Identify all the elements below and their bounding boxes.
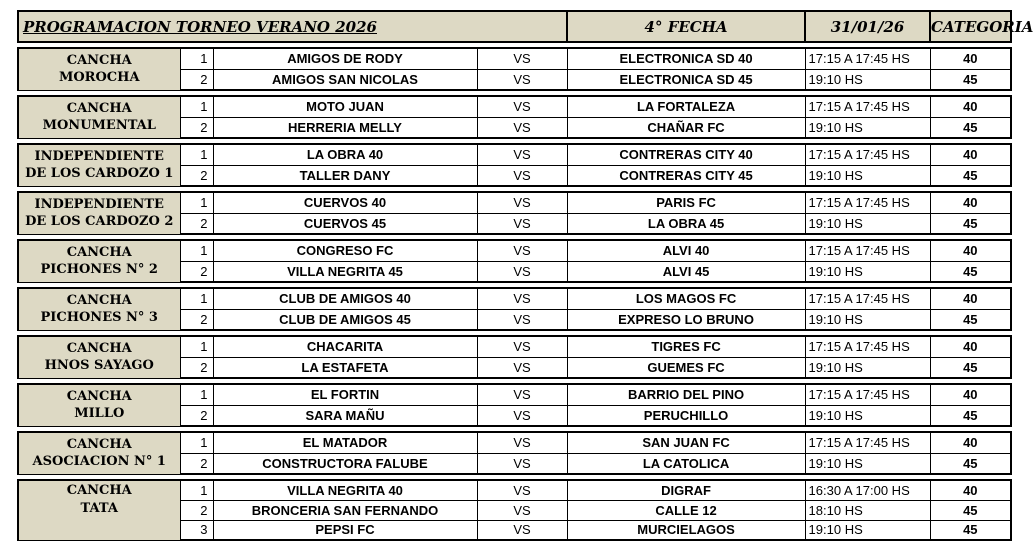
match-time: 19:10 HS [805,357,930,378]
venue-cell [18,480,180,540]
away-team: CONTRERAS CITY 40 [567,144,805,165]
home-team: CONGRESO FC [213,240,477,261]
match-time: 19:10 HS [805,117,930,138]
venue-cell [18,96,180,138]
home-team: LA ESTAFETA [213,357,477,378]
venue-line-1: INDEPENDIENTE [34,197,164,213]
match-number: 1 [180,384,213,405]
venue-line-2: DE LOS CARDOZO 1 [25,166,174,182]
header-row [18,11,1011,42]
match-number: 2 [180,453,213,474]
venue-line-2: ASOCIACION N° 1 [32,454,166,470]
match-row [18,96,1011,117]
match-number: 2 [180,405,213,426]
vs-label: VS [477,261,567,282]
venue-line-2: MONUMENTAL [42,118,156,134]
venue-line-1: CANCHA [66,245,132,261]
fecha-label: 4° FECHA [567,11,805,42]
match-number: 1 [180,96,213,117]
match-number: 2 [180,117,213,138]
match-number: 1 [180,432,213,453]
venue-line-1: INDEPENDIENTE [34,149,164,165]
match-number: 2 [180,357,213,378]
match-row [18,144,1011,165]
away-team: CHAÑAR FC [567,117,805,138]
category-value: 45 [930,405,1011,426]
category-value: 45 [930,261,1011,282]
match-number: 2 [180,213,213,234]
match-number: 2 [180,165,213,186]
vs-label: VS [477,453,567,474]
category-value: 40 [930,192,1011,213]
home-team: PEPSI FC [213,520,477,540]
vs-label: VS [477,96,567,117]
venue-line-2: MILLO [74,406,125,422]
match-time: 17:15 A 17:45 HS [805,384,930,405]
vs-label: VS [477,357,567,378]
away-team: ALVI 40 [567,240,805,261]
match-time: 18:10 HS [805,500,930,520]
home-team: AMIGOS DE RODY [213,48,477,69]
home-team: HERRERIA MELLY [213,117,477,138]
category-value: 40 [930,336,1011,357]
venue-line-2: PICHONES N° 3 [40,310,158,326]
match-time: 17:15 A 17:45 HS [805,48,930,69]
venue-line-1: CANCHA [66,437,132,453]
home-team: MOTO JUAN [213,96,477,117]
match-row [18,240,1011,261]
vs-label: VS [477,69,567,90]
home-team: CUERVOS 45 [213,213,477,234]
venue-cell [18,144,180,186]
match-row [18,192,1011,213]
home-team: VILLA NEGRITA 45 [213,261,477,282]
away-team: LOS MAGOS FC [567,288,805,309]
home-team: EL FORTIN [213,384,477,405]
match-number: 1 [180,240,213,261]
away-team: ELECTRONICA SD 40 [567,48,805,69]
match-time: 19:10 HS [805,309,930,330]
category-value: 40 [930,480,1011,500]
home-team: CLUB DE AMIGOS 40 [213,288,477,309]
match-time: 17:15 A 17:45 HS [805,96,930,117]
category-value: 45 [930,165,1011,186]
match-time: 19:10 HS [805,261,930,282]
home-team: EL MATADOR [213,432,477,453]
away-team: LA FORTALEZA [567,96,805,117]
home-team: BRONCERIA SAN FERNANDO [213,500,477,520]
match-time: 17:15 A 17:45 HS [805,144,930,165]
vs-label: VS [477,336,567,357]
match-number: 1 [180,48,213,69]
home-team: SARA MAÑU [213,405,477,426]
vs-label: VS [477,309,567,330]
away-team: PARIS FC [567,192,805,213]
vs-label: VS [477,117,567,138]
match-time: 19:10 HS [805,213,930,234]
vs-label: VS [477,144,567,165]
category-value: 45 [930,213,1011,234]
match-row [18,480,1011,500]
category-value: 40 [930,432,1011,453]
away-team: MURCIELAGOS [567,520,805,540]
venue-line-1: CANCHA [66,341,132,357]
vs-label: VS [477,500,567,520]
home-team: AMIGOS SAN NICOLAS [213,69,477,90]
home-team: VILLA NEGRITA 40 [213,480,477,500]
match-row [18,288,1011,309]
category-value: 45 [930,117,1011,138]
venue-line-2: MOROCHA [58,70,140,86]
home-team: CLUB DE AMIGOS 45 [213,309,477,330]
match-time: 17:15 A 17:45 HS [805,288,930,309]
away-team: SAN JUAN FC [567,432,805,453]
match-row [18,336,1011,357]
away-team: LA CATOLICA [567,453,805,474]
venue-cell [18,288,180,330]
venue-cell [18,384,180,426]
venue-line-2: HNOS SAYAGO [44,358,154,374]
match-time: 19:10 HS [805,69,930,90]
vs-label: VS [477,384,567,405]
venue-line-1: CANCHA [66,53,132,69]
match-number: 1 [180,336,213,357]
venue-cell [18,192,180,234]
home-team: CUERVOS 40 [213,192,477,213]
match-row [18,384,1011,405]
vs-label: VS [477,432,567,453]
vs-label: VS [477,48,567,69]
home-team: TALLER DANY [213,165,477,186]
match-time: 19:10 HS [805,520,930,540]
match-number: 2 [180,69,213,90]
home-team: CONSTRUCTORA FALUBE [213,453,477,474]
venue-cell [18,432,180,474]
category-value: 40 [930,48,1011,69]
category-value: 45 [930,520,1011,540]
away-team: ELECTRONICA SD 45 [567,69,805,90]
match-number: 2 [180,261,213,282]
away-team: LA OBRA 45 [567,213,805,234]
venue-line-2: PICHONES N° 2 [40,262,158,278]
away-team: CONTRERAS CITY 45 [567,165,805,186]
vs-label: VS [477,480,567,500]
match-number: 1 [180,192,213,213]
schedule-sheet [17,10,1033,541]
match-number: 2 [180,500,213,520]
category-value: 40 [930,384,1011,405]
match-time: 17:15 A 17:45 HS [805,240,930,261]
match-time: 19:10 HS [805,165,930,186]
away-team: GUEMES FC [567,357,805,378]
venue-cell [18,240,180,282]
away-team: DIGRAF [567,480,805,500]
categoria-header: CATEGORIA [930,11,1011,42]
schedule-table [17,10,1033,541]
vs-label: VS [477,405,567,426]
category-value: 40 [930,240,1011,261]
match-number: 3 [180,520,213,540]
category-value: 45 [930,500,1011,520]
vs-label: VS [477,192,567,213]
away-team: ALVI 45 [567,261,805,282]
vs-label: VS [477,288,567,309]
category-value: 45 [930,357,1011,378]
date-label: 31/01/26 [805,11,930,42]
venue-cell [18,48,180,90]
away-team: TIGRES FC [567,336,805,357]
category-value: 45 [930,453,1011,474]
away-team: BARRIO DEL PINO [567,384,805,405]
venue-line-2: TATA [80,501,118,516]
match-number: 2 [180,309,213,330]
venue-line-1: CANCHA [66,293,132,309]
match-time: 19:10 HS [805,405,930,426]
venue-line-2: DE LOS CARDOZO 2 [25,214,174,230]
category-value: 40 [930,96,1011,117]
match-time: 17:15 A 17:45 HS [805,432,930,453]
vs-label: VS [477,520,567,540]
match-time: 16:30 A 17:00 HS [805,480,930,500]
category-value: 40 [930,144,1011,165]
category-value: 40 [930,288,1011,309]
category-value: 45 [930,309,1011,330]
match-number: 1 [180,480,213,500]
match-number: 1 [180,288,213,309]
away-team: CALLE 12 [567,500,805,520]
match-number: 1 [180,144,213,165]
venue-line-1: CANCHA [66,389,132,405]
away-team: EXPRESO LO BRUNO [567,309,805,330]
away-team: PERUCHILLO [567,405,805,426]
match-time: 19:10 HS [805,453,930,474]
match-row [18,48,1011,69]
venue-cell [18,336,180,378]
category-value: 45 [930,69,1011,90]
vs-label: VS [477,240,567,261]
match-time: 17:15 A 17:45 HS [805,192,930,213]
vs-label: VS [477,165,567,186]
vs-label: VS [477,213,567,234]
venue-line-1: CANCHA [66,101,132,117]
match-time: 17:15 A 17:45 HS [805,336,930,357]
home-team: LA OBRA 40 [213,144,477,165]
home-team: CHACARITA [213,336,477,357]
match-row [18,432,1011,453]
venue-line-1: CANCHA [66,483,132,498]
page-title: PROGRAMACION TORNEO VERANO 2026 [18,11,567,42]
